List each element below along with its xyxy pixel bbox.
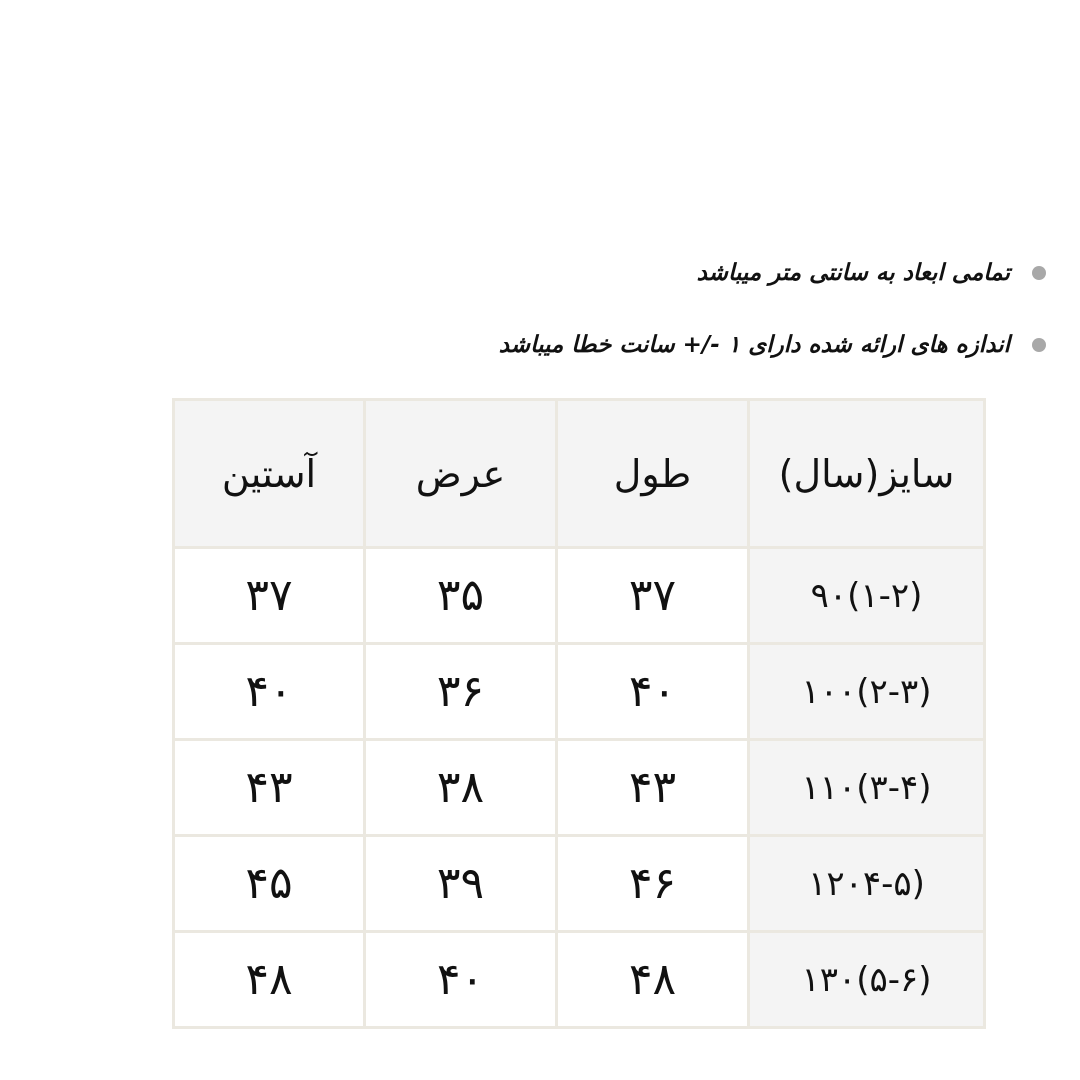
header-size: سایز(سال) [749, 400, 985, 548]
note-item [346, 320, 1046, 370]
size-cell: ۹۰(۱-۲) [749, 548, 985, 644]
table-row [174, 548, 985, 644]
length-cell: ۴۶ [557, 836, 749, 932]
table-row [174, 836, 985, 932]
sleeve-cell: ۴۸ [174, 932, 365, 1028]
width-cell: ۳۹ [365, 836, 557, 932]
table-row [174, 740, 985, 836]
length-cell: ۴۰ [557, 644, 749, 740]
sleeve-cell: ۳۷ [174, 548, 365, 644]
size-cell: ۱۱۰(۳-۴) [749, 740, 985, 836]
width-cell: ۳۶ [365, 644, 557, 740]
length-cell: ۴۳ [557, 740, 749, 836]
sleeve-cell: ۴۵ [174, 836, 365, 932]
header-width: عرض [365, 400, 557, 548]
width-cell: ۳۵ [365, 548, 557, 644]
sleeve-cell: ۴۰ [174, 644, 365, 740]
size-notes [346, 248, 1046, 392]
length-cell: ۴۸ [557, 932, 749, 1028]
size-cell: ۱۳۰(۵-۶) [749, 932, 985, 1028]
width-cell: ۴۰ [365, 932, 557, 1028]
table-row [174, 932, 985, 1028]
header-length: طول [557, 400, 749, 548]
size-chart-table [172, 398, 986, 1029]
length-cell: ۳۷ [557, 548, 749, 644]
note-text: تمامی ابعاد به سانتی متر میباشد [696, 260, 1010, 286]
note-text: اندازه های ارائه شده دارای ‎+/-‎ ۱ سانت خطا میباشد [498, 332, 1010, 358]
header-sleeve: آستین [174, 400, 365, 548]
sleeve-cell: ۴۳ [174, 740, 365, 836]
table-header-row [174, 400, 985, 548]
size-cell: ۱۲۰۴-۵) [749, 836, 985, 932]
size-cell: ۱۰۰(۲-۳) [749, 644, 985, 740]
bullet-icon [1032, 338, 1046, 352]
width-cell: ۳۸ [365, 740, 557, 836]
table-row [174, 644, 985, 740]
note-item [346, 248, 1046, 298]
bullet-icon [1032, 266, 1046, 280]
